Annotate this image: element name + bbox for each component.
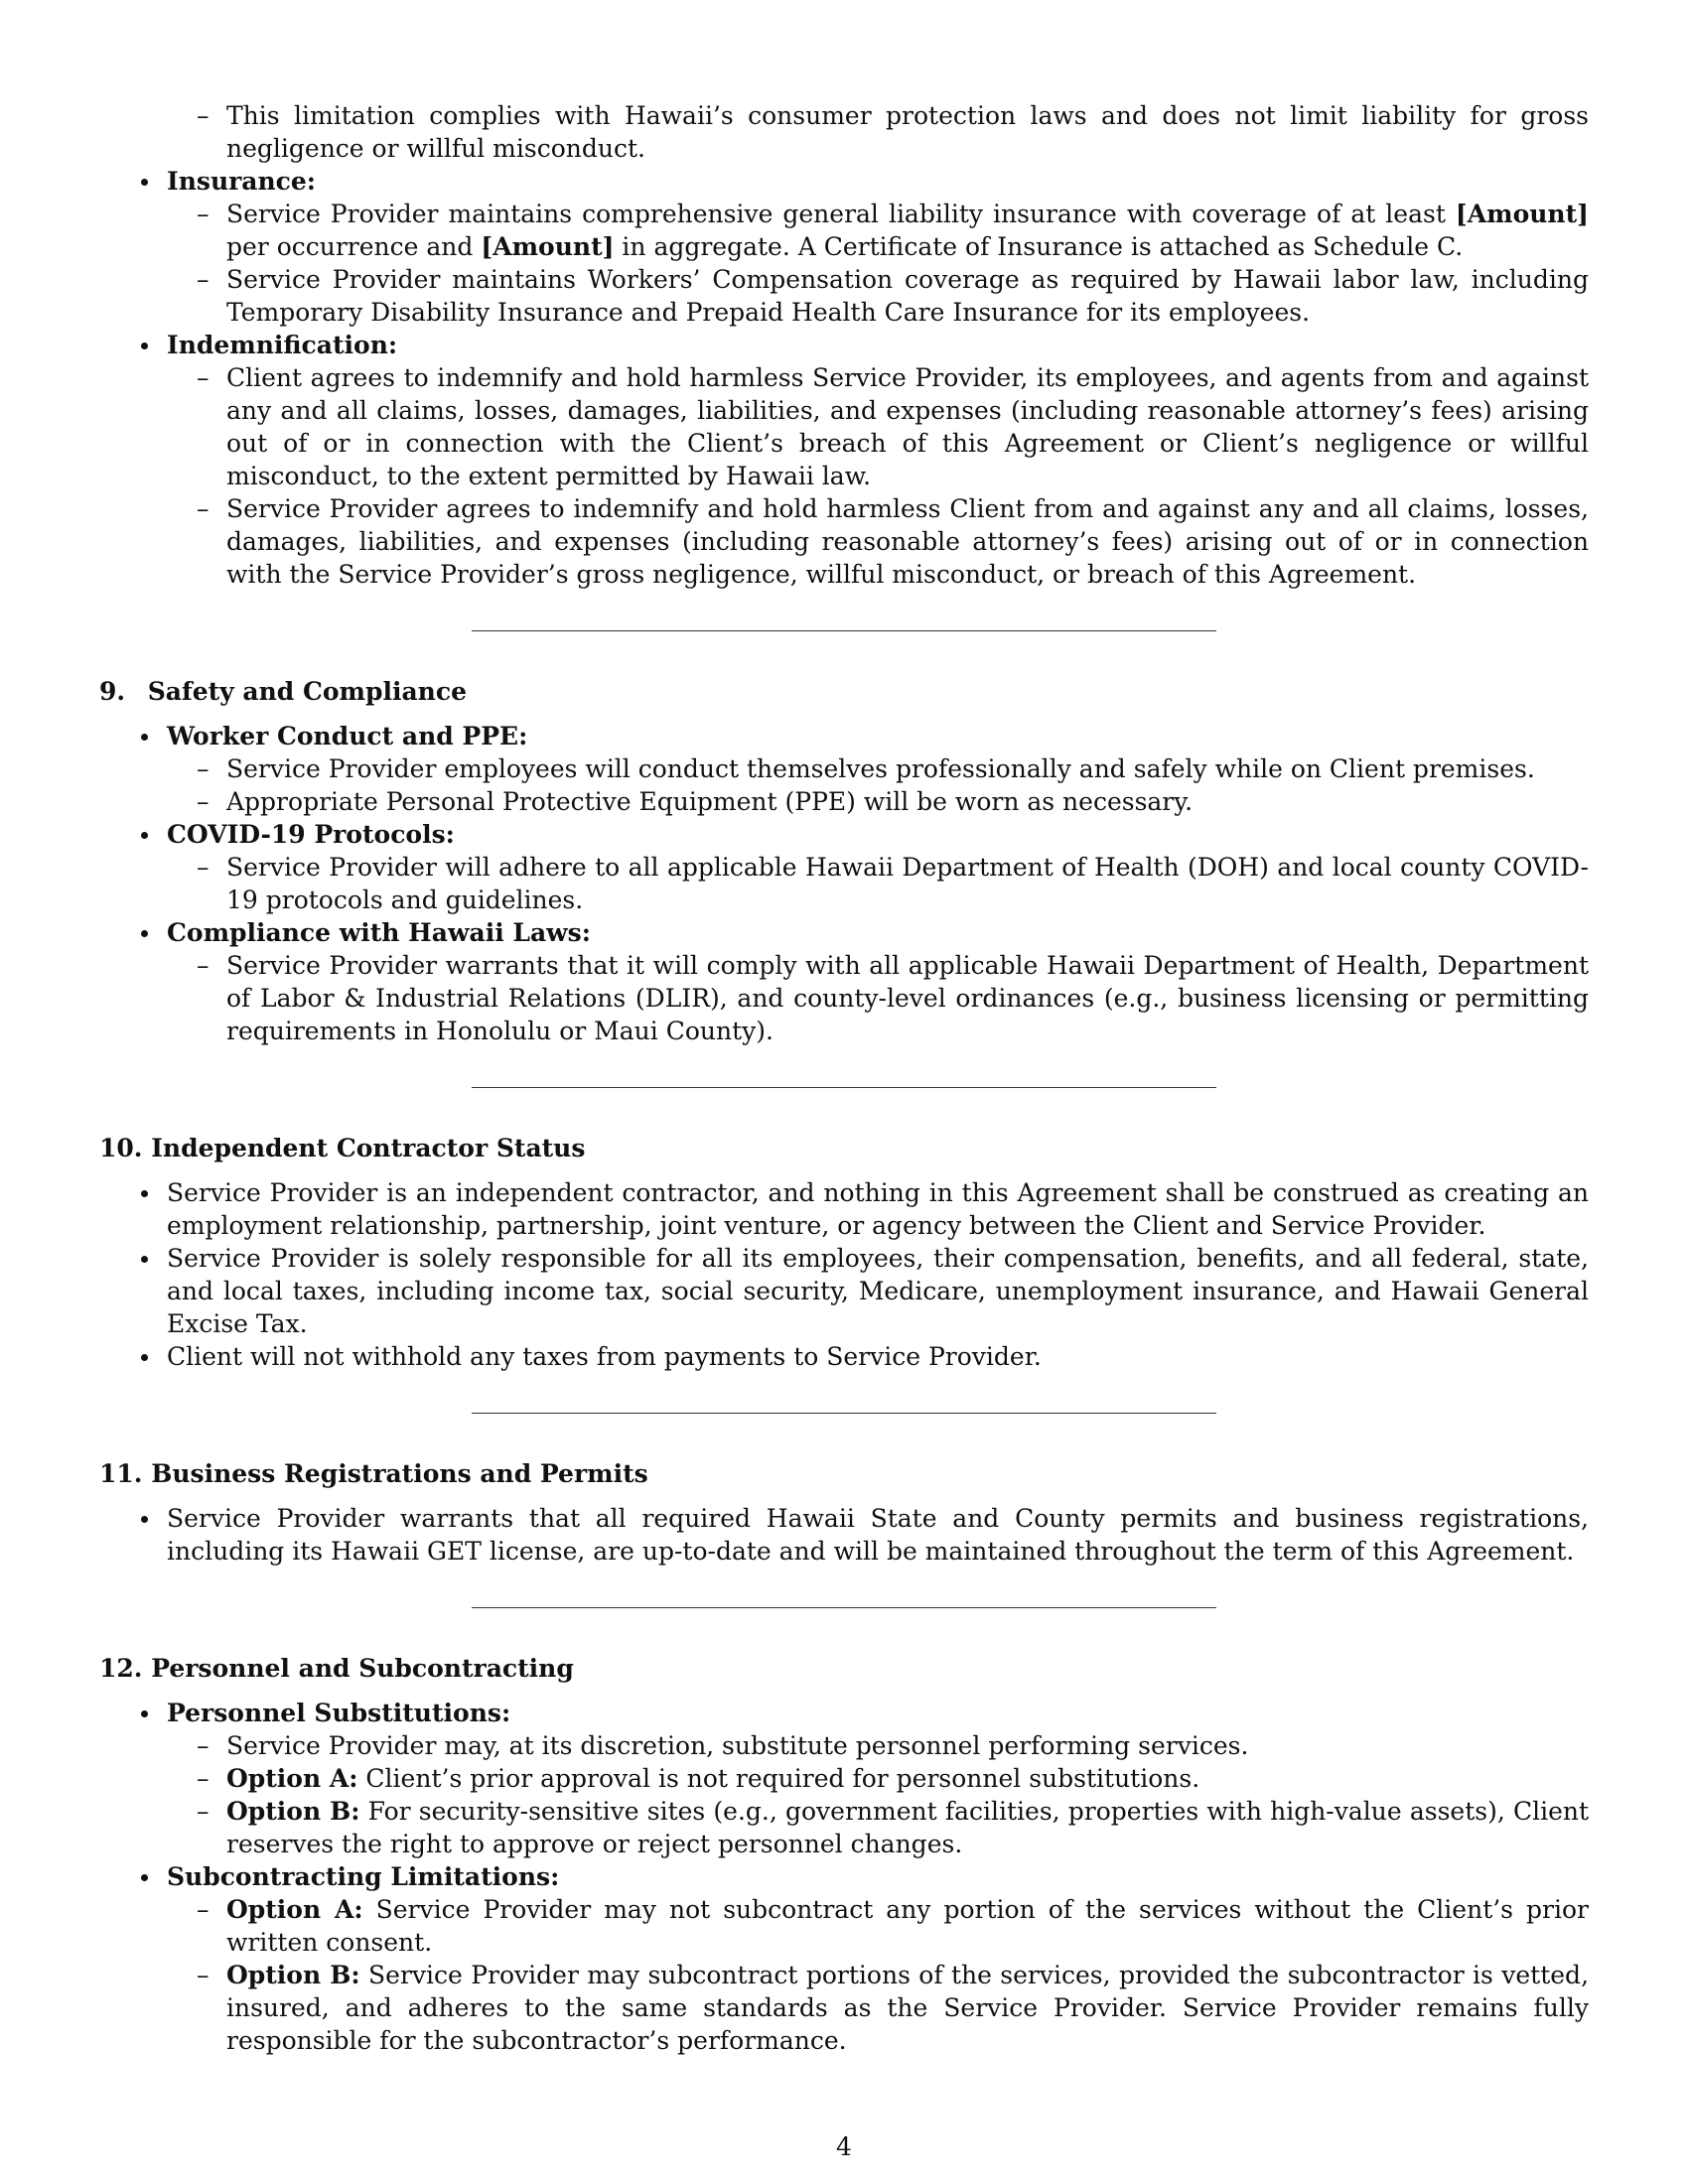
insurance-liability-item: – Service Provider maintains comprehensive general liability insurance with coverage of at least [Amount] per occurrence and [Amount] in aggregate. A Certificate of Insurance is attached as Schedule C. <box>99 198 1589 263</box>
subcontracting-heading: Subcontracting Limitations: <box>99 1860 1589 1893</box>
contractor-status-item: Service Provider is an independent contractor, and nothing in this Agreement shall be construed as creating an employment relationship, partnership, joint venture, or agency between the Client and Service Provider. <box>99 1176 1589 1242</box>
subcontracting-option-a: – Option A: Service Provider may not subcontract any portion of the services without the Client’s prior written consent. <box>99 1893 1589 1959</box>
hawaii-laws-heading: Compliance with Hawaii Laws: <box>99 916 1589 949</box>
contractor-taxes-item: Service Provider is solely responsible for all its employees, their compensation, benefits, and all federal, state, and local taxes, including income tax, social security, Medicare, unemployment insurance, and Hawaii General Excise Tax. <box>99 1242 1589 1340</box>
section-divider <box>472 1087 1216 1088</box>
covid-heading: COVID-19 Protocols: <box>99 818 1589 851</box>
covid-item: – Service Provider will adhere to all applicable Hawaii Department of Health (DOH) and local county COVID-19 protocols and guidelines. <box>99 851 1589 916</box>
hawaii-laws-item: – Service Provider warrants that it will comply with all applicable Hawaii Department of Health, Department of Labor & Industrial Relations (DLIR), and county-level ordinances (e.g., business licensing or permitting requirements in Honolulu or Maui County). <box>99 949 1589 1047</box>
section-divider <box>472 1413 1216 1414</box>
section-divider <box>472 1607 1216 1608</box>
section-heading-11: 11. Business Registrations and Permits <box>99 1459 648 1488</box>
section-heading-10: 10. Independent Contractor Status <box>99 1134 586 1162</box>
section-heading-9: 9. Safety and Compliance <box>99 677 467 706</box>
insurance-heading: Insurance: <box>99 165 1589 198</box>
indemnification-heading: Indemnification: <box>99 329 1589 361</box>
indemnification-provider-item: – Service Provider agrees to indemnify and hold harmless Client from and against any and all claims, losses, damages, liabilities, and expenses (including reasonable attorney’s fees) arising out of or in connection with the Service Provider’s gross negligence, willful misconduct, or breach of this Agreement. <box>99 492 1589 591</box>
substitution-option-b: – Option B: For security-sensitive sites (e.g., government facilities, properties with high-value assets), Client reserves the right to approve or reject personnel changes. <box>99 1795 1589 1860</box>
section-heading-12: 12. Personnel and Subcontracting <box>99 1654 574 1683</box>
insurance-workers-comp-item: – Service Provider maintains Workers’ Compensation coverage as required by Hawaii labor law, including Temporary Disability Insurance and Prepaid Health Care Insurance for its employees. <box>99 263 1589 329</box>
worker-conduct-item: – Service Provider employees will conduct themselves professionally and safely while on Client premises. <box>99 752 1589 785</box>
substitution-option-a: – Option A: Client’s prior approval is not required for personnel substitutions. <box>99 1762 1589 1795</box>
permits-item: Service Provider warrants that all required Hawaii State and County permits and business registrations, including its Hawaii GET license, are up-to-date and will be maintained throughout the term of this Agreement. <box>99 1502 1589 1568</box>
personnel-substitutions-heading: Personnel Substitutions: <box>99 1697 1589 1729</box>
page-number: 4 <box>836 2132 852 2161</box>
subcontracting-option-b: – Option B: Service Provider may subcontract portions of the services, provided the subcontractor is vetted, insured, and adheres to the same standards as the Service Provider. Service Provider remains fully responsible for the subcontractor’s performance. <box>99 1959 1589 2057</box>
indemnification-client-item: – Client agrees to indemnify and hold harmless Service Provider, its employees, and agents from and against any and all claims, losses, damages, liabilities, and expenses (including reasonable attorney’s fees) arising out of or in connection with the Client’s breach of this Agreement or Client’s negligence or willful misconduct, to the extent permitted by Hawaii law. <box>99 361 1589 492</box>
worker-conduct-heading: Worker Conduct and PPE: <box>99 720 1589 752</box>
limitation-note: – This limitation complies with Hawaii’s consumer protection laws and does not limit liability for gross negligence or willful misconduct. <box>99 99 1589 165</box>
substitution-item: – Service Provider may, at its discretion, substitute personnel performing services. <box>99 1729 1589 1762</box>
section-divider <box>472 630 1216 631</box>
ppe-item: – Appropriate Personal Protective Equipment (PPE) will be worn as necessary. <box>99 785 1589 818</box>
withholding-item: Client will not withhold any taxes from payments to Service Provider. <box>99 1340 1589 1373</box>
page-content <box>99 99 1589 2057</box>
